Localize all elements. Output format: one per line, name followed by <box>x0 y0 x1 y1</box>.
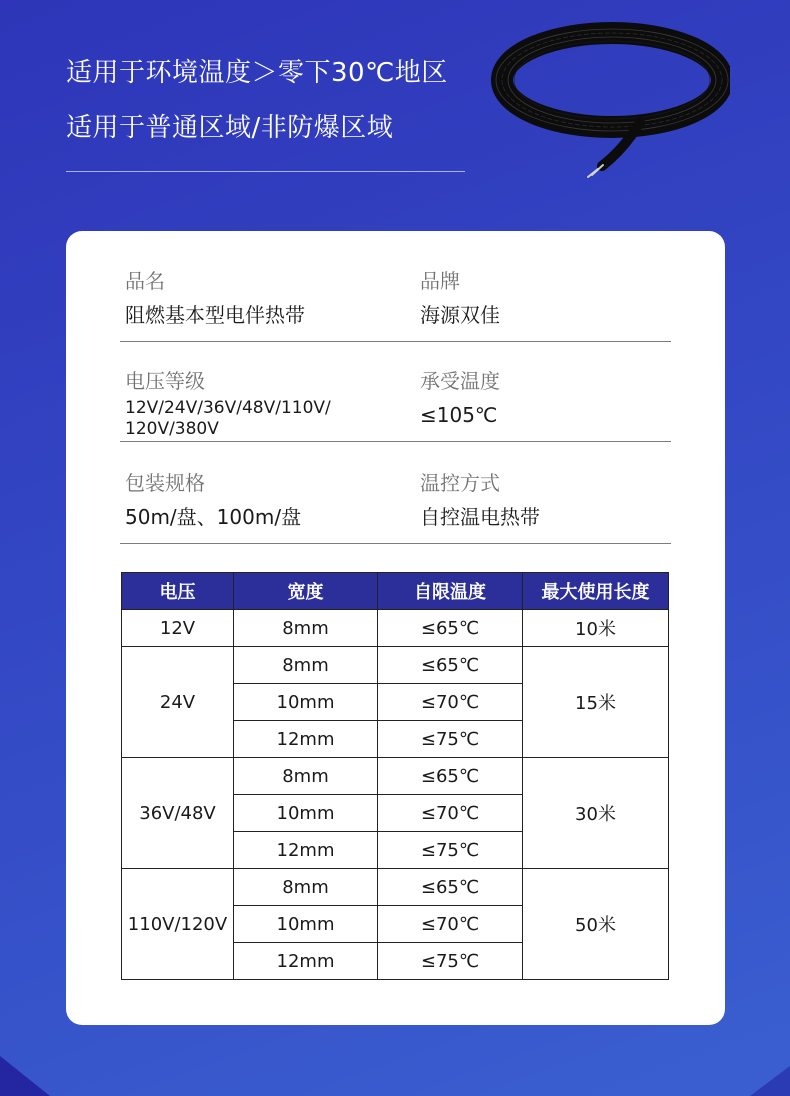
width-cell: 12mm <box>234 721 378 758</box>
temp-cell: ≤75℃ <box>378 832 523 869</box>
spec-control-label: 温控方式 <box>420 471 500 495</box>
header-self-limit-temp: 自限温度 <box>378 573 523 610</box>
width-cell: 10mm <box>234 906 378 943</box>
table-row <box>122 869 669 906</box>
length-cell: 50米 <box>523 869 669 980</box>
length-cell: 15米 <box>523 647 669 758</box>
spec-voltage-label: 电压等级 <box>125 369 205 393</box>
spec-table <box>121 572 669 980</box>
width-cell: 12mm <box>234 943 378 980</box>
voltage-cell: 110V/120V <box>122 869 234 980</box>
spec-divider <box>120 341 671 342</box>
temp-cell: ≤65℃ <box>378 758 523 795</box>
width-cell: 10mm <box>234 684 378 721</box>
width-cell: 12mm <box>234 832 378 869</box>
temp-cell: ≤70℃ <box>378 795 523 832</box>
table-header-row <box>122 573 669 610</box>
spec-packaging-value: 50m/盘、100m/盘 <box>125 505 302 529</box>
width-cell: 8mm <box>234 610 378 647</box>
header-divider <box>66 171 465 172</box>
heating-cable-image <box>490 18 730 183</box>
header-voltage: 电压 <box>122 573 234 610</box>
temp-cell: ≤65℃ <box>378 647 523 684</box>
width-cell: 8mm <box>234 647 378 684</box>
spec-card <box>66 231 725 1025</box>
spec-voltage-value-line2: 120V/380V <box>125 419 219 439</box>
temp-cell: ≤65℃ <box>378 610 523 647</box>
width-cell: 8mm <box>234 869 378 906</box>
temp-cell: ≤65℃ <box>378 869 523 906</box>
voltage-cell: 12V <box>122 610 234 647</box>
spec-temperature <box>420 369 500 427</box>
spec-packaging <box>125 471 301 529</box>
spec-voltage-value-line1: 12V/24V/36V/48V/110V/ <box>125 398 331 418</box>
spec-control-value: 自控温电热带 <box>420 505 540 529</box>
spec-name-value: 阻燃基本型电伴热带 <box>125 303 305 327</box>
header-max-length: 最大使用长度 <box>523 573 669 610</box>
spec-name-label: 品名 <box>125 269 165 293</box>
spec-packaging-label: 包装规格 <box>125 471 205 495</box>
table-row <box>122 610 669 647</box>
header-width: 宽度 <box>234 573 378 610</box>
spec-divider <box>120 543 671 544</box>
temp-cell: ≤70℃ <box>378 684 523 721</box>
width-cell: 10mm <box>234 795 378 832</box>
temp-cell: ≤70℃ <box>378 906 523 943</box>
spec-divider <box>120 441 671 442</box>
spec-voltage <box>125 369 331 439</box>
table-row <box>122 647 669 684</box>
width-cell: 8mm <box>234 758 378 795</box>
spec-name <box>125 269 305 327</box>
spec-brand-value: 海源双佳 <box>420 303 500 327</box>
temp-cell: ≤75℃ <box>378 721 523 758</box>
voltage-cell: 36V/48V <box>122 758 234 869</box>
spec-control <box>420 471 540 529</box>
headline-area: 适用于普通区域/非防爆区域 <box>66 113 394 143</box>
length-cell: 10米 <box>523 610 669 647</box>
corner-decoration-left <box>0 1056 50 1096</box>
headline-temperature: 适用于环境温度＞零下30℃地区 <box>66 58 448 88</box>
spec-temperature-value: ≤105℃ <box>420 403 498 427</box>
voltage-cell: 24V <box>122 647 234 758</box>
length-cell: 30米 <box>523 758 669 869</box>
spec-brand <box>420 269 500 327</box>
spec-temperature-label: 承受温度 <box>420 369 500 393</box>
temp-cell: ≤75℃ <box>378 943 523 980</box>
spec-brand-label: 品牌 <box>420 269 460 293</box>
corner-decoration-right <box>750 1066 790 1096</box>
table-row <box>122 758 669 795</box>
